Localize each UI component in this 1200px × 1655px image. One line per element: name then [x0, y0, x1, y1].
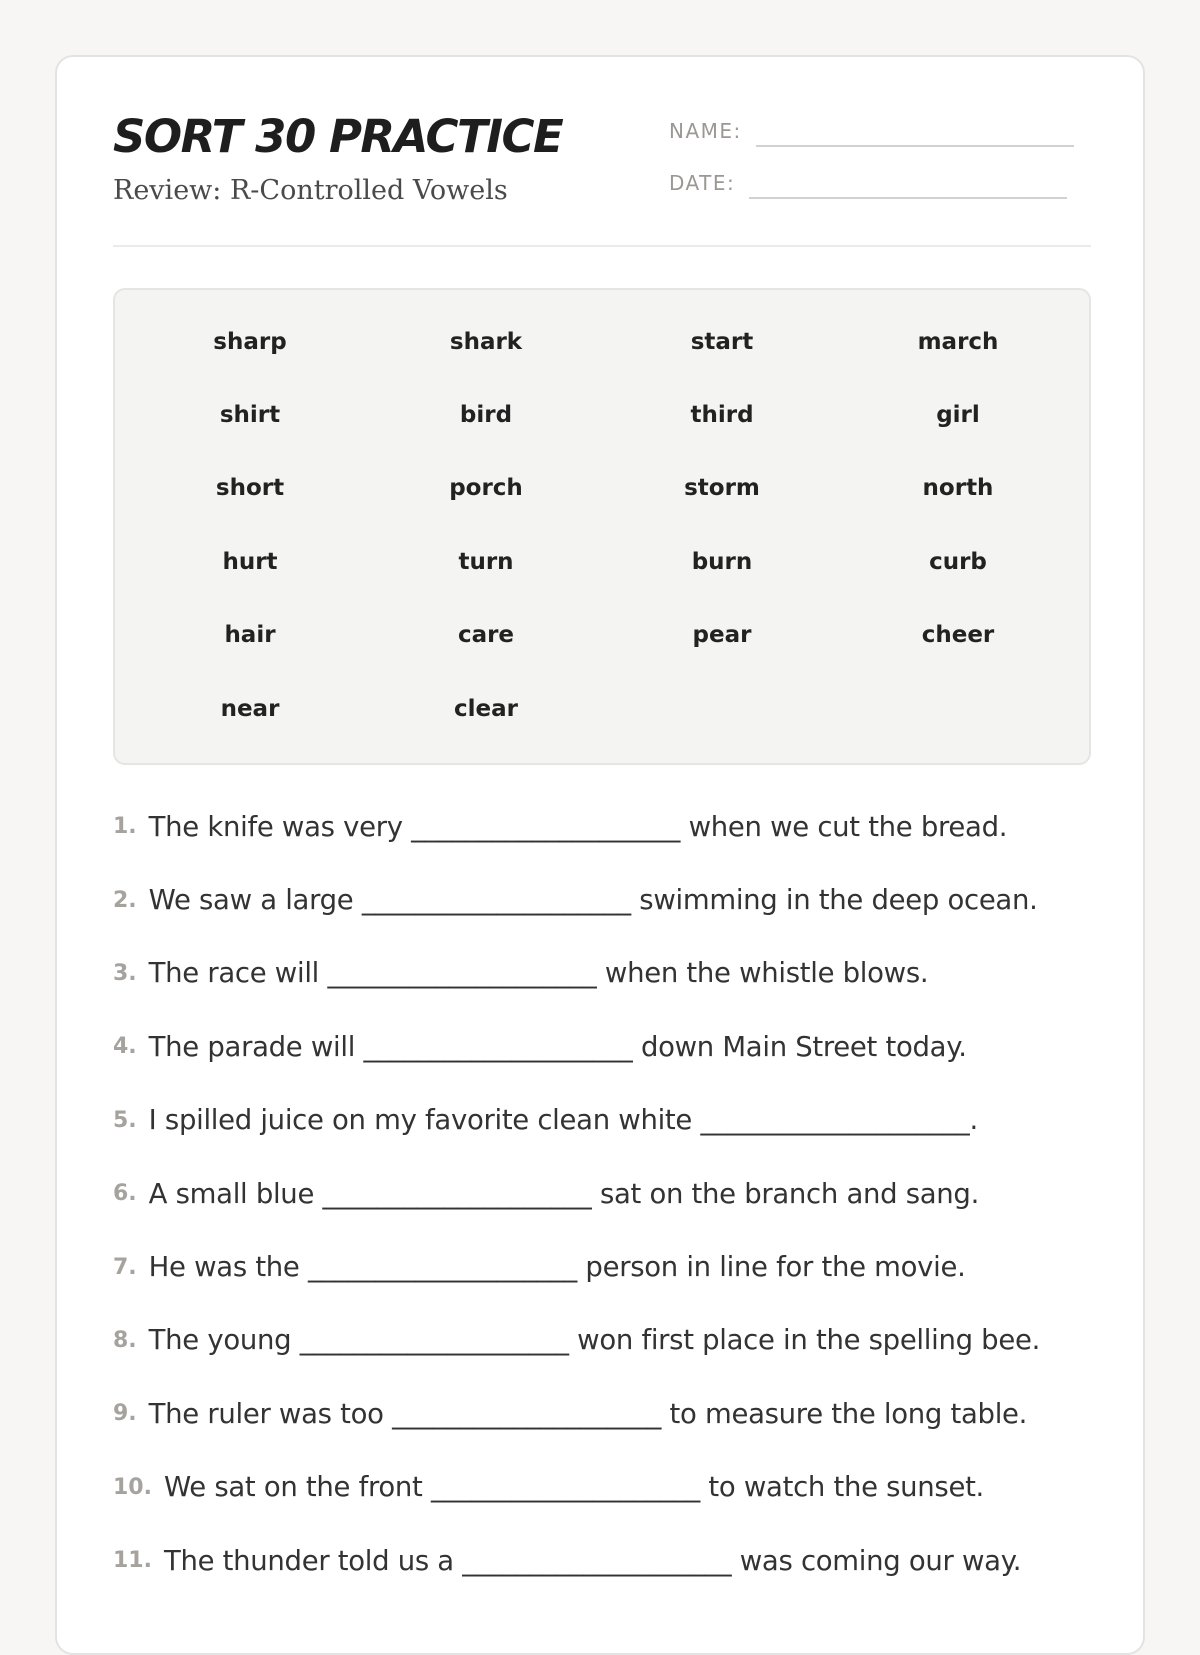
word-bank-word: march	[917, 328, 999, 355]
word-bank-word: cheer	[921, 622, 995, 649]
question-item	[113, 863, 1143, 936]
question-number: 1.	[113, 814, 137, 840]
question-item	[113, 1084, 1143, 1157]
question-text: He was the ____________________ person in line for the movie.	[148, 1251, 966, 1284]
question-text: The ruler was too ____________________ to measure the long table.	[148, 1397, 1028, 1430]
question-item	[113, 1010, 1143, 1083]
question-number: 2.	[113, 887, 137, 913]
question-item	[113, 1304, 1143, 1377]
question-item	[113, 1524, 1143, 1597]
word-bank-word: start	[690, 328, 754, 355]
worksheet-subtitle: Review: R-Controlled Vowels	[113, 175, 508, 206]
question-text: The young ____________________ won first place in the spelling bee.	[148, 1324, 1041, 1357]
word-bank-word: third	[690, 402, 754, 429]
question-number: 6.	[113, 1181, 137, 1207]
word-bank-word: hurt	[222, 548, 278, 575]
worksheet	[55, 55, 1145, 1655]
word-bank-word: burn	[691, 548, 753, 575]
word-bank-word: short	[215, 475, 285, 502]
name-field-row	[669, 115, 1074, 147]
word-bank-word: care	[457, 622, 515, 649]
question-text: A small blue ____________________ sat on the branch and sang.	[148, 1177, 980, 1210]
question-text: The thunder told us a ____________________ was coming our way.	[163, 1544, 1022, 1577]
question-item	[113, 790, 1143, 863]
word-bank-word: girl	[936, 402, 980, 429]
word-bank-word: bird	[459, 402, 513, 429]
word-bank-word: shirt	[219, 402, 281, 429]
worksheet-title: SORT 30 PRACTICE	[113, 110, 563, 163]
question-text: We sat on the front ____________________ to watch the sunset.	[163, 1471, 984, 1504]
date-label: DATE:	[669, 171, 736, 195]
word-bank-word: pear	[692, 622, 752, 649]
question-number: 5.	[113, 1107, 137, 1133]
question-number: 8.	[113, 1327, 137, 1353]
question-item	[113, 1377, 1143, 1450]
question-number: 11.	[113, 1548, 152, 1574]
word-bank-word: clear	[454, 695, 518, 722]
question-number: 9.	[113, 1401, 137, 1427]
question-number: 3.	[113, 960, 137, 986]
word-bank-word: sharp	[213, 328, 287, 355]
name-label: NAME:	[669, 119, 742, 143]
date-field-row	[669, 167, 1067, 199]
question-text: I spilled juice on my favorite clean white ____________________.	[148, 1104, 978, 1137]
name-line[interactable]	[756, 115, 1074, 147]
word-bank-word: storm	[684, 475, 760, 502]
word-bank-word: porch	[449, 475, 523, 502]
word-bank	[113, 288, 1091, 765]
word-bank-word: shark	[449, 328, 523, 355]
header-divider	[113, 245, 1091, 247]
question-text: The knife was very ____________________ when we cut the bread.	[148, 810, 1008, 843]
question-list	[113, 790, 1143, 1597]
question-number: 4.	[113, 1034, 137, 1060]
word-bank-word: hair	[224, 622, 276, 649]
word-grid	[132, 305, 1076, 745]
word-bank-word: curb	[929, 548, 987, 575]
word-bank-word: turn	[458, 548, 514, 575]
question-text: The race will ____________________ when the whistle blows.	[148, 957, 929, 990]
question-item	[113, 937, 1143, 1010]
question-text: The parade will ____________________ down Main Street today.	[148, 1030, 967, 1063]
word-bank-word: near	[220, 695, 280, 722]
word-bank-word: north	[922, 475, 994, 502]
question-number: 10.	[113, 1474, 152, 1500]
date-line[interactable]	[749, 167, 1067, 199]
question-item	[113, 1451, 1143, 1524]
question-number: 7.	[113, 1254, 137, 1280]
question-item	[113, 1230, 1143, 1303]
question-text: We saw a large ____________________ swimming in the deep ocean.	[148, 884, 1038, 917]
question-item	[113, 1157, 1143, 1230]
